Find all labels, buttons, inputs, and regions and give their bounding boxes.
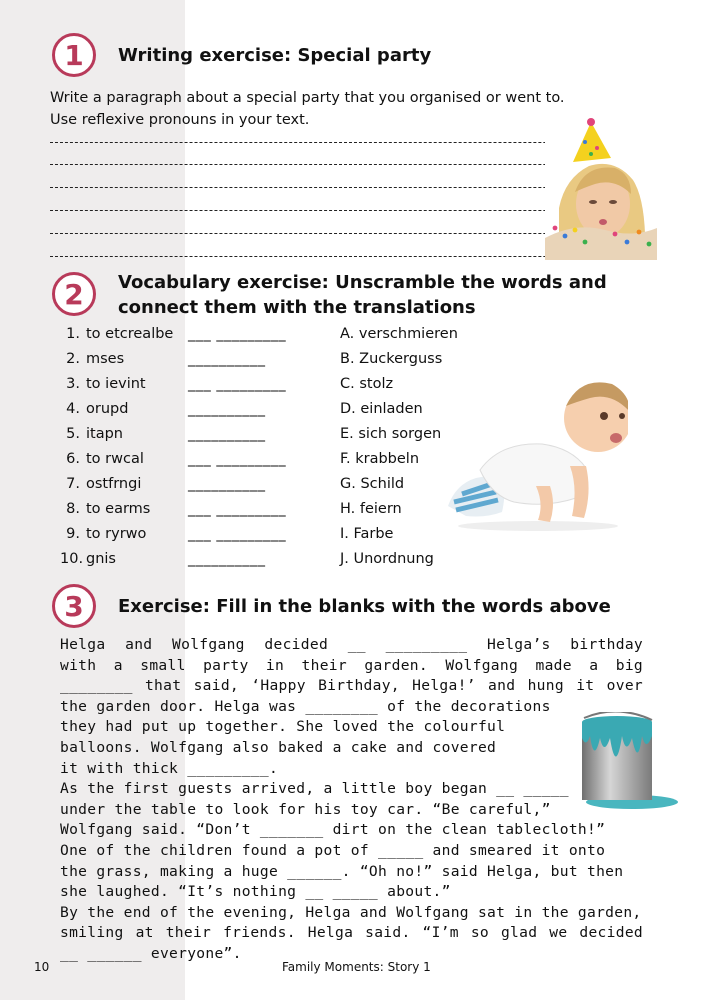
answer-blank[interactable]: __________ <box>188 401 266 417</box>
story-line: By the end of the evening, Helga and Wolfgang sat in the garden, <box>60 903 642 921</box>
vocab-number: 4. <box>66 401 80 417</box>
section-3-number: 3 <box>52 584 96 628</box>
story-line: Wolfgang said. “Don’t _______ dirt on the clean tablecloth!” <box>60 821 606 839</box>
vocab-number: 9. <box>66 526 80 542</box>
answer-blank[interactable]: ___ _________ <box>188 326 287 342</box>
scrambled-word: to earms <box>86 501 151 517</box>
section-2-number: 2 <box>52 272 96 316</box>
page-number: 10 <box>34 960 50 974</box>
story-line: smiling at their friends. Helga said. “I’m so glad we decided <box>60 924 643 942</box>
scrambled-word: ostfrngi <box>86 476 142 492</box>
crawling-baby-image <box>446 366 628 532</box>
translation: C. stolz <box>340 376 394 392</box>
answer-blank[interactable]: __________ <box>188 351 266 367</box>
answer-blank[interactable]: __________ <box>188 426 266 442</box>
story-line: ________ that said, ‘Happy Birthday, Helga!’ and hung it over <box>60 677 643 695</box>
answer-blank[interactable]: ___ _________ <box>188 501 287 517</box>
vocab-number: 6. <box>66 451 80 467</box>
translation: I. Farbe <box>340 526 394 542</box>
translation: A. verschmieren <box>340 326 458 342</box>
story-line: the garden door. Helga was ________ of the decorations <box>60 697 551 715</box>
translation: D. einladen <box>340 401 423 417</box>
story-line: it with thick _________. <box>60 759 279 777</box>
vocab-number: 3. <box>66 376 80 392</box>
story-line: the grass, making a huge ______. “Oh no!” said Helga, but then <box>60 862 624 880</box>
story-line: they had put up together. She loved the colourful <box>60 718 506 736</box>
vocab-number: 2. <box>66 351 80 367</box>
scrambled-word: gnis <box>86 551 116 567</box>
party-woman-image <box>545 118 657 260</box>
story-line: with a small party in their garden. Wolfgang made a big <box>60 656 643 674</box>
section-1-title: Writing exercise: Special party <box>118 45 432 66</box>
writing-instructions-line-2: Use reflexive pronouns in your text. <box>50 112 310 128</box>
scrambled-word: to etcrealbe <box>86 326 174 342</box>
answer-blank[interactable]: __________ <box>188 476 266 492</box>
translation: G. Schild <box>340 476 405 492</box>
scrambled-word: orupd <box>86 401 129 417</box>
translation: H. feiern <box>340 501 402 517</box>
vocab-number: 7. <box>66 476 80 492</box>
section-1-number: 1 <box>52 33 96 77</box>
translation: F. krabbeln <box>340 451 420 467</box>
scrambled-word: to rwcal <box>86 451 144 467</box>
vocab-number: 8. <box>66 501 80 517</box>
story-line: __ ______ everyone”. <box>60 944 242 962</box>
translation: J. Unordnung <box>340 551 434 567</box>
section-2-title-line-1: Vocabulary exercise: Unscramble the words and <box>118 272 607 293</box>
story-line: under the table to look for his toy car. “Be careful,” <box>60 800 551 818</box>
footer-title: Family Moments: Story 1 <box>282 960 431 974</box>
vocab-number: 5. <box>66 426 80 442</box>
scrambled-word: mses <box>86 351 125 367</box>
story-line: balloons. Wolfgang also baked a cake and covered <box>60 738 497 756</box>
writing-instructions-line-1: Write a paragraph about a special party that you organised or went to. <box>50 90 565 106</box>
paint-can-image <box>572 712 680 812</box>
vocab-number: 1. <box>66 326 80 342</box>
scrambled-word: to ievint <box>86 376 146 392</box>
story-text <box>60 635 643 965</box>
vocab-number: 10. <box>60 551 84 567</box>
section-2-title-line-2: connect them with the translations <box>118 297 476 318</box>
answer-blank[interactable]: ___ _________ <box>188 376 287 392</box>
answer-blank[interactable]: __________ <box>188 551 266 567</box>
answer-blank[interactable]: ___ _________ <box>188 526 287 542</box>
translation: E. sich sorgen <box>340 426 442 442</box>
section-3-title: Exercise: Fill in the blanks with the words above <box>118 596 611 617</box>
story-line: One of the children found a pot of _____ and smeared it onto <box>60 841 606 859</box>
answer-blank[interactable]: ___ _________ <box>188 451 287 467</box>
story-line: As the first guests arrived, a little boy began __ _____ <box>60 780 569 798</box>
translation: B. Zuckerguss <box>340 351 443 367</box>
story-line: she laughed. “It’s nothing __ _____ about.” <box>60 883 451 901</box>
scrambled-word: itapn <box>86 426 123 442</box>
scrambled-word: to ryrwo <box>86 526 147 542</box>
story-line: Helga and Wolfgang decided __ _________ Helga’s birthday <box>60 636 643 653</box>
